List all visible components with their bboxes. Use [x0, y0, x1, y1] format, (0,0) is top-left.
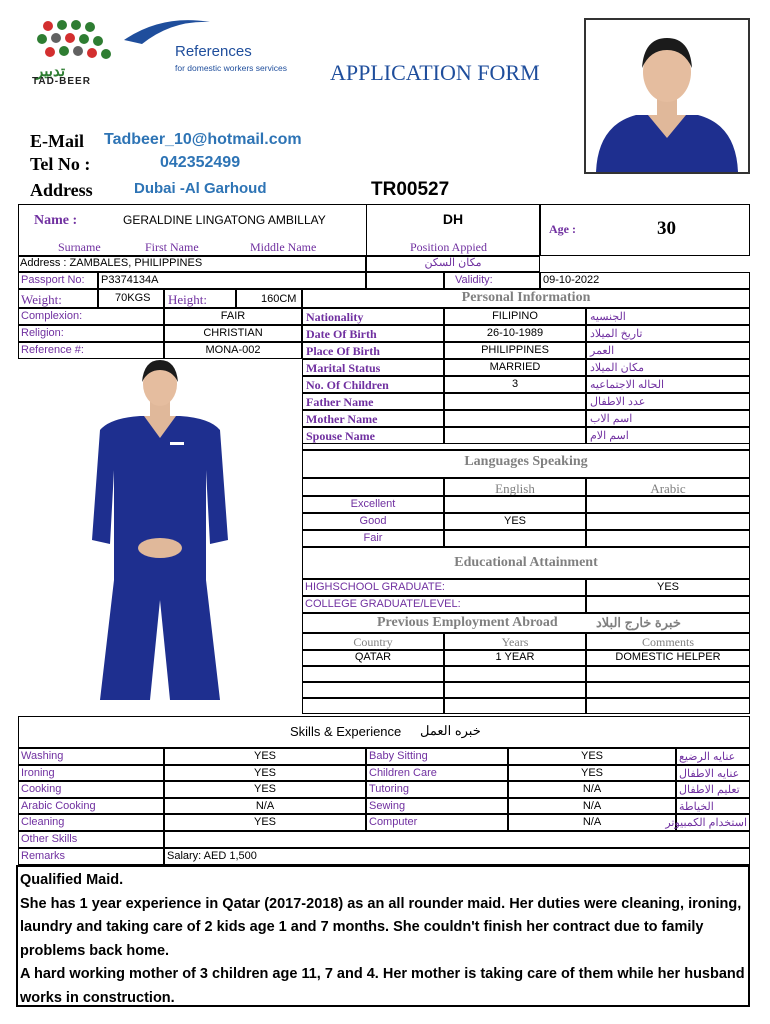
skill-value: YES [164, 748, 366, 765]
skill-label: Sewing [366, 798, 508, 815]
skill-label: Cooking [18, 781, 164, 798]
education-value [586, 596, 750, 613]
skills-title: Skills & Experience [290, 724, 402, 739]
employment-col-comments: Comments [586, 633, 750, 650]
skill-label: Arabic Cooking [18, 798, 164, 815]
employment-country [302, 698, 444, 714]
religion-value-cell: CHRISTIAN [164, 325, 302, 342]
height-label-cell: Height: [164, 289, 236, 308]
employment-years [444, 682, 586, 698]
name-value: GERALDINE LINGATONG AMBILLAY [123, 213, 326, 227]
name-label: Name : [34, 213, 78, 228]
skill-label: Ironing [18, 765, 164, 782]
employment-years [444, 698, 586, 714]
language-level: Excellent [302, 496, 444, 513]
personal-info-arabic: مكان الميلاد [586, 359, 750, 376]
personal-info-value [444, 393, 586, 410]
employment-comments: DOMESTIC HELPER [586, 650, 750, 666]
applicant-photo-full [60, 360, 260, 710]
other-skills-label-cell: Other Skills [18, 831, 164, 848]
personal-info-arabic: اسم الام [586, 427, 750, 444]
person-fullbody-icon [60, 360, 260, 710]
skill-value: YES [508, 765, 676, 782]
references-subtitle: for domestic workers services [175, 63, 287, 73]
tel-value: 042352499 [160, 154, 241, 171]
personal-info-arabic: اسم الاب [586, 410, 750, 427]
personal-info-arabic: العمر [586, 342, 750, 359]
personal-info-label: Father Name [302, 393, 444, 410]
personal-info-label: Place Of Birth [302, 342, 444, 359]
tadbeer-dots-icon [28, 16, 128, 64]
personal-info-value: 3 [444, 376, 586, 393]
skill-value: YES [164, 765, 366, 782]
languages-header-blank [302, 478, 444, 496]
personal-info-label: Mother Name [302, 410, 444, 427]
summary-line-3: A hard working mother of 3 children age 11, 7 and 4. Her mother is taking care of them while her husband works in construction. [20, 966, 745, 1006]
applicant-photo-top [584, 18, 750, 174]
education-value: YES [586, 579, 750, 596]
education-label: HIGHSCHOOL GRADUATE: [302, 579, 586, 596]
personal-info-label: Date Of Birth [302, 325, 444, 342]
references-title: References [175, 43, 252, 60]
references-logo [122, 18, 312, 78]
first-name-caption: First Name [145, 240, 199, 254]
employment-arabic: خبرة خارج البلاد [596, 615, 681, 630]
surname-caption: Surname [58, 240, 101, 254]
skill-arabic: تعليم الاطفال [676, 781, 750, 798]
language-english-value [444, 496, 586, 513]
language-arabic-value [586, 530, 750, 547]
personal-info-label: Nationality [302, 308, 444, 325]
religion-label-cell: Religion: [18, 325, 164, 342]
employment-col-country: Country [302, 633, 444, 650]
address-label: Address [30, 180, 93, 200]
language-level: Good [302, 513, 444, 530]
summary-line-1: Qualified Maid. [20, 872, 124, 888]
passport-label-cell: Passport No: [18, 272, 98, 289]
address-row-text: Address : ZAMBALES, PHILIPPINES [20, 257, 203, 269]
language-arabic-value [586, 496, 750, 513]
employment-comments [586, 666, 750, 682]
language-arabic-value [586, 513, 750, 530]
height-value-cell: 160CM [236, 289, 302, 308]
remarks-value-cell: Salary: AED 1,500 [164, 848, 750, 865]
skill-label: Cleaning [18, 814, 164, 831]
personal-info-value: FILIPINO [444, 308, 586, 325]
skill-label: Children Care [366, 765, 508, 782]
skill-arabic: الخياطة [676, 798, 750, 815]
personal-info-value: PHILIPPINES [444, 342, 586, 359]
reference-value-cell: MONA-002 [164, 342, 302, 359]
employment-title: Previous Employment Abroad [377, 615, 558, 630]
personal-info-value: MARRIED [444, 359, 586, 376]
language-level: Fair [302, 530, 444, 547]
summary-line-2: She has 1 year experience in Qatar (2017-2018) as an all rounder maid. Her duties were cleaning, ironing, laundry and taking care of 2 kids age 1 and 7 months. She couldn't finish her contract due to family problems back home. [20, 895, 742, 959]
complexion-value-cell: FAIR [164, 308, 302, 325]
personal-info-title: Personal Information [461, 290, 591, 305]
skill-arabic: عنايه الاطفال [676, 765, 750, 782]
passport-spacer-cell [366, 272, 444, 289]
education-title: Educational Attainment [454, 555, 598, 570]
position-caption: Position Appied [410, 240, 488, 254]
personal-info-label: Marital Status [302, 359, 444, 376]
personal-info-value: 26-10-1989 [444, 325, 586, 342]
middle-name-caption: Middle Name [250, 240, 317, 254]
employment-years: 1 YEAR [444, 650, 586, 666]
logo-arabic-text: تدبير [36, 63, 66, 80]
age-label: Age : [549, 222, 576, 236]
skill-value: N/A [508, 798, 676, 815]
skill-value: N/A [508, 781, 676, 798]
languages-title: Languages Speaking [464, 454, 588, 469]
tel-label: Tel No : [30, 154, 91, 174]
education-label: COLLEGE GRADUATE/LEVEL: [302, 596, 586, 613]
employment-comments [586, 698, 750, 714]
reference-code: TR00527 [371, 179, 450, 200]
weight-value-cell: 70KGS [98, 289, 164, 308]
skill-label: Tutoring [366, 781, 508, 798]
employment-years [444, 666, 586, 682]
summary-box [16, 865, 750, 1007]
tadbeer-logo [28, 16, 128, 86]
personal-info-arabic: عدد الاطفال [586, 393, 750, 410]
skill-value: N/A [164, 798, 366, 815]
validity-label-cell: Validity: [444, 272, 540, 289]
employment-country: QATAR [302, 650, 444, 666]
skill-value: N/A [508, 814, 676, 831]
employment-country [302, 682, 444, 698]
personal-info-label: Spouse Name [302, 427, 444, 444]
personal-info-value [444, 427, 586, 444]
skill-label: Computer [366, 814, 508, 831]
address-row-arabic: مكان السكن [424, 257, 482, 269]
personal-info-arabic: الحاله الاجتماعيه [586, 376, 750, 393]
personal-info-arabic: تاريخ الميلاد [586, 325, 750, 342]
address-value: Dubai -Al Garhoud [134, 180, 267, 197]
form-title: APPLICATION FORM [330, 60, 540, 85]
email-value[interactable]: Tadbeer_10@hotmail.com [104, 131, 302, 148]
personal-info-arabic: الجنسيه [586, 308, 750, 325]
skill-value: YES [164, 814, 366, 831]
personal-info-value [444, 410, 586, 427]
skill-arabic: استخدام الكمبيوتر [676, 814, 750, 831]
other-skills-value-cell [164, 831, 750, 848]
language-col-arabic: Arabic [586, 478, 750, 496]
logo-text: TAD-BEER [32, 76, 91, 87]
person-portrait-icon [586, 20, 748, 172]
language-english-value [444, 530, 586, 547]
passport-value-cell: P3374134A [98, 272, 366, 289]
personal-info-label: No. Of Children [302, 376, 444, 393]
language-english-value: YES [444, 513, 586, 530]
skill-value: YES [508, 748, 676, 765]
employment-col-years: Years [444, 633, 586, 650]
skill-label: Washing [18, 748, 164, 765]
skill-arabic: عنايه الرضيع [676, 748, 750, 765]
reference-label-cell: Reference #: [18, 342, 164, 359]
weight-label-cell: Weight: [18, 289, 98, 308]
employment-country [302, 666, 444, 682]
complexion-label-cell: Complexion: [18, 308, 164, 325]
employment-comments [586, 682, 750, 698]
skills-arabic: خبره العمل [420, 723, 481, 738]
skill-value: YES [164, 781, 366, 798]
email-label: E-Mail [30, 131, 84, 151]
validity-value-cell: 09-10-2022 [540, 272, 750, 289]
age-value: 30 [657, 218, 676, 239]
language-col-english: English [444, 478, 586, 496]
remarks-label-cell: Remarks [18, 848, 164, 865]
skill-label: Baby Sitting [366, 748, 508, 765]
position-value: DH [442, 211, 464, 227]
